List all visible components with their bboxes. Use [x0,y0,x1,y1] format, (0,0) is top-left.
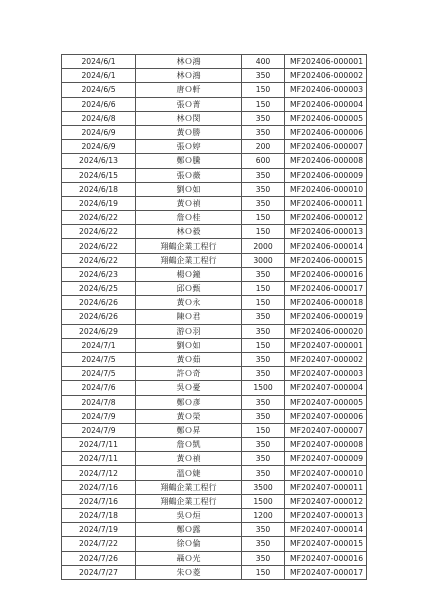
date-cell: 2024/6/5 [62,83,136,97]
date-cell: 2024/6/1 [62,55,136,69]
date-cell: 2024/6/8 [62,111,136,125]
date-cell: 2024/6/23 [62,267,136,281]
donor-name-cell: 許Ｏ奇 [136,367,242,381]
date-cell: 2024/6/26 [62,310,136,324]
amount-cell: 350 [242,324,285,338]
receipt-number-cell: MF202406-000008 [285,154,367,168]
table-row [62,296,367,310]
receipt-number-cell: MF202406-000007 [285,140,367,154]
table-row [62,111,367,125]
amount-cell: 400 [242,55,285,69]
receipt-number-cell: MF202407-000005 [285,395,367,409]
amount-cell: 2000 [242,239,285,253]
donor-name-cell: 張Ｏ薇 [136,168,242,182]
receipt-number-cell: MF202406-000019 [285,310,367,324]
date-cell: 2024/6/6 [62,97,136,111]
receipt-number-cell: MF202406-000004 [285,97,367,111]
amount-cell: 150 [242,338,285,352]
amount-cell: 350 [242,69,285,83]
date-cell: 2024/6/9 [62,125,136,139]
amount-cell: 350 [242,111,285,125]
donor-name-cell: 唐Ｏ軒 [136,83,242,97]
donor-name-cell: 翔鶴企業工程行 [136,480,242,494]
amount-cell: 350 [242,452,285,466]
date-cell: 2024/6/13 [62,154,136,168]
amount-cell: 150 [242,565,285,579]
date-cell: 2024/7/8 [62,395,136,409]
donor-name-cell: 鄭Ｏ露 [136,523,242,537]
amount-cell: 350 [242,551,285,565]
date-cell: 2024/6/26 [62,296,136,310]
amount-cell: 1500 [242,494,285,508]
amount-cell: 150 [242,97,285,111]
table-row [62,225,367,239]
donation-table [61,54,367,580]
table-row [62,253,367,267]
receipt-number-cell: MF202406-000005 [285,111,367,125]
receipt-number-cell: MF202406-000020 [285,324,367,338]
table-row [62,83,367,97]
table-row [62,480,367,494]
date-cell: 2024/6/29 [62,324,136,338]
table-row [62,423,367,437]
donor-name-cell: 林Ｏ閔 [136,111,242,125]
table-row [62,352,367,366]
donor-name-cell: 黃Ｏ永 [136,296,242,310]
date-cell: 2024/7/9 [62,423,136,437]
donor-name-cell: 朱Ｏ菱 [136,565,242,579]
table-row [62,523,367,537]
donor-name-cell: 溫Ｏ婕 [136,466,242,480]
donor-name-cell: 張Ｏ婷 [136,140,242,154]
date-cell: 2024/6/19 [62,196,136,210]
date-cell: 2024/6/25 [62,282,136,296]
receipt-number-cell: MF202407-000009 [285,452,367,466]
receipt-number-cell: MF202406-000011 [285,196,367,210]
date-cell: 2024/7/18 [62,509,136,523]
date-cell: 2024/7/27 [62,565,136,579]
table-row [62,565,367,579]
date-cell: 2024/7/11 [62,438,136,452]
table-row [62,239,367,253]
table-row [62,409,367,423]
receipt-number-cell: MF202406-000002 [285,69,367,83]
date-cell: 2024/7/5 [62,352,136,366]
date-cell: 2024/6/9 [62,140,136,154]
date-cell: 2024/6/18 [62,182,136,196]
date-cell: 2024/7/11 [62,452,136,466]
receipt-number-cell: MF202407-000017 [285,565,367,579]
donor-name-cell: 黃Ｏ禎 [136,196,242,210]
receipt-number-cell: MF202406-000012 [285,211,367,225]
table-row [62,196,367,210]
donor-name-cell: 聶Ｏ光 [136,551,242,565]
receipt-number-cell: MF202407-000016 [285,551,367,565]
donor-name-cell: 劉Ｏ如 [136,338,242,352]
amount-cell: 350 [242,438,285,452]
table-row [62,537,367,551]
receipt-number-cell: MF202407-000015 [285,537,367,551]
amount-cell: 350 [242,466,285,480]
donor-name-cell: 邱Ｏ甄 [136,282,242,296]
amount-cell: 350 [242,352,285,366]
receipt-number-cell: MF202407-000010 [285,466,367,480]
amount-cell: 350 [242,310,285,324]
amount-cell: 350 [242,168,285,182]
amount-cell: 350 [242,182,285,196]
date-cell: 2024/7/9 [62,409,136,423]
table-row [62,381,367,395]
amount-cell: 150 [242,423,285,437]
table-row [62,97,367,111]
table-row [62,55,367,69]
amount-cell: 1500 [242,381,285,395]
donor-name-cell: 鄭Ｏ彥 [136,395,242,409]
table-row [62,494,367,508]
receipt-number-cell: MF202407-000002 [285,352,367,366]
receipt-number-cell: MF202407-000012 [285,494,367,508]
date-cell: 2024/7/19 [62,523,136,537]
receipt-number-cell: MF202407-000008 [285,438,367,452]
date-cell: 2024/7/12 [62,466,136,480]
donor-name-cell: 詹Ｏ桂 [136,211,242,225]
table-row [62,367,367,381]
receipt-number-cell: MF202407-000013 [285,509,367,523]
table-row [62,324,367,338]
amount-cell: 350 [242,196,285,210]
donor-name-cell: 翔鶴企業工程行 [136,239,242,253]
amount-cell: 150 [242,211,285,225]
table-row [62,395,367,409]
table-row [62,338,367,352]
amount-cell: 350 [242,395,285,409]
receipt-number-cell: MF202406-000015 [285,253,367,267]
amount-cell: 3000 [242,253,285,267]
date-cell: 2024/6/22 [62,225,136,239]
donor-name-cell: 鄭Ｏ昇 [136,423,242,437]
receipt-number-cell: MF202406-000017 [285,282,367,296]
receipt-number-cell: MF202407-000004 [285,381,367,395]
donor-name-cell: 黃Ｏ榮 [136,409,242,423]
date-cell: 2024/7/16 [62,480,136,494]
amount-cell: 350 [242,367,285,381]
donor-name-cell: 翔鶴企業工程行 [136,494,242,508]
table-row [62,125,367,139]
date-cell: 2024/7/26 [62,551,136,565]
table-row [62,452,367,466]
donor-name-cell: 林Ｏ鴻 [136,55,242,69]
receipt-number-cell: MF202407-000011 [285,480,367,494]
donor-name-cell: 林Ｏ鴻 [136,69,242,83]
donor-name-cell: 楊Ｏ鐘 [136,267,242,281]
receipt-number-cell: MF202406-000016 [285,267,367,281]
amount-cell: 1200 [242,509,285,523]
amount-cell: 150 [242,225,285,239]
donor-name-cell: 翔鶴企業工程行 [136,253,242,267]
date-cell: 2024/7/5 [62,367,136,381]
date-cell: 2024/6/22 [62,211,136,225]
table-body [62,55,367,580]
receipt-number-cell: MF202406-000018 [285,296,367,310]
receipt-number-cell: MF202407-000006 [285,409,367,423]
donor-name-cell: 陳Ｏ君 [136,310,242,324]
table-row [62,154,367,168]
table-row [62,551,367,565]
donor-name-cell: 游Ｏ羽 [136,324,242,338]
receipt-number-cell: MF202406-000014 [285,239,367,253]
date-cell: 2024/6/15 [62,168,136,182]
amount-cell: 350 [242,125,285,139]
date-cell: 2024/7/16 [62,494,136,508]
amount-cell: 150 [242,282,285,296]
donor-name-cell: 張Ｏ菁 [136,97,242,111]
donor-name-cell: 徐Ｏ倫 [136,537,242,551]
amount-cell: 600 [242,154,285,168]
donor-name-cell: 吳Ｏ烜 [136,509,242,523]
receipt-number-cell: MF202407-000007 [285,423,367,437]
receipt-number-cell: MF202406-000001 [285,55,367,69]
receipt-number-cell: MF202406-000006 [285,125,367,139]
receipt-number-cell: MF202407-000003 [285,367,367,381]
receipt-number-cell: MF202406-000010 [285,182,367,196]
donor-name-cell: 吳Ｏ憂 [136,381,242,395]
donor-name-cell: 黃Ｏ茹 [136,352,242,366]
table-row [62,466,367,480]
date-cell: 2024/7/22 [62,537,136,551]
receipt-number-cell: MF202407-000001 [285,338,367,352]
receipt-number-cell: MF202407-000014 [285,523,367,537]
date-cell: 2024/7/1 [62,338,136,352]
date-cell: 2024/6/1 [62,69,136,83]
receipt-number-cell: MF202406-000013 [285,225,367,239]
table-row [62,267,367,281]
donor-name-cell: 詹Ｏ凱 [136,438,242,452]
amount-cell: 200 [242,140,285,154]
table-row [62,182,367,196]
donor-name-cell: 林Ｏ毅 [136,225,242,239]
table-row [62,140,367,154]
table-row [62,69,367,83]
receipt-number-cell: MF202406-000009 [285,168,367,182]
amount-cell: 150 [242,296,285,310]
donation-ledger [61,54,366,580]
donor-name-cell: 鄭Ｏ騰 [136,154,242,168]
amount-cell: 350 [242,409,285,423]
table-row [62,310,367,324]
date-cell: 2024/6/22 [62,253,136,267]
amount-cell: 3500 [242,480,285,494]
table-row [62,509,367,523]
table-row [62,282,367,296]
amount-cell: 350 [242,523,285,537]
amount-cell: 150 [242,83,285,97]
donor-name-cell: 劉Ｏ如 [136,182,242,196]
amount-cell: 350 [242,267,285,281]
table-row [62,211,367,225]
amount-cell: 350 [242,537,285,551]
date-cell: 2024/7/6 [62,381,136,395]
table-row [62,168,367,182]
date-cell: 2024/6/22 [62,239,136,253]
table-row [62,438,367,452]
donor-name-cell: 黃Ｏ禎 [136,452,242,466]
donor-name-cell: 黃Ｏ勝 [136,125,242,139]
receipt-number-cell: MF202406-000003 [285,83,367,97]
